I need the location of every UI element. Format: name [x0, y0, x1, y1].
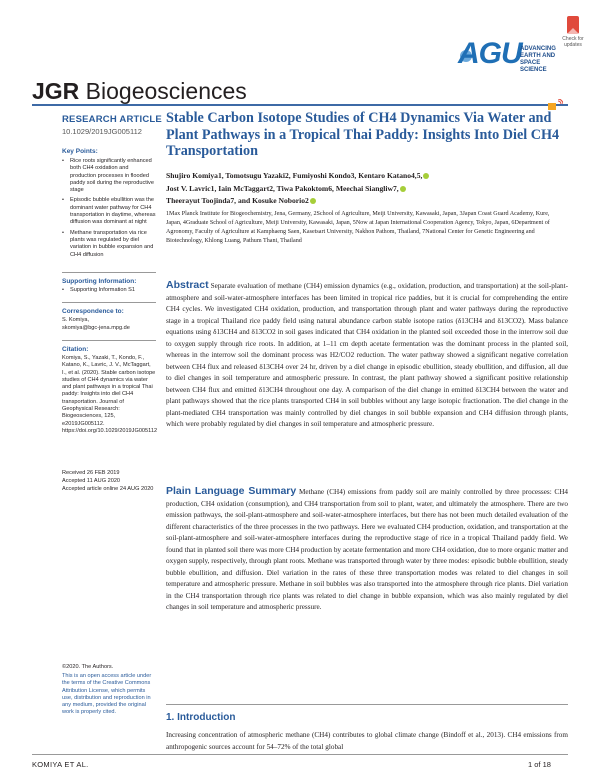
key-point: • Episodic bubble ebullition was the dominant water pathway for CH4 transportation in daytime, whereas diffusion was dominant at night [62, 197, 156, 226]
plain-language-summary-text: Methane (CH4) emissions from paddy soil are mainly controlled by three processes: CH4 production, CH4 oxidation (consumption), and CH4 transportation from soil to plant, water, and ultimately the atmosphere. There are two emission pathways, the soil-plant-atmosphere and soil-water-atmosphere interfaces, but there has not been much detailed evaluation of the different characteristics of the three processes in the two pathways. Here we evaluated CH4 production, oxidation, and transportation at the soil-plant-atmosphere and soil-water-atmosphere interfaces during the reproductive stage of rice in a tropical Thailand paddy field. We found that in planted soil there was more CH4 production by acetate fermentation and more CH4 oxidation, due to more organic matter and oxygen supply, respectively, through plant roots. Methane was transported through water by three modes: episodic bubble ebullition, steady bubble ebullition, and diffusion. Diel variation in the rates of these three transportation modes was related to diel changes in soil temperature and atmospheric pressure. Methane in soil bubbles was also transported into the atmosphere through rice plants. Diel variation in the CH4 transportation through rice plants was related to diel change in bubble expansion, which was also mainly regulated by diel changes in soil temperature and atmospheric pressure. [166, 488, 568, 611]
citation-text: Komiya, S., Yazaki, T., Kondo, F., Katano, K., Lavric, J. V., McTaggart, I., et al. (2020). Stable carbon isotope studies of CH4 dynamics via water and plant pathways in a tropical Thai paddy: Insights into diel CH4 transportation. Journal of Geophysical Research: Biogeosciences, 125, e2019JG005112. https://doi.org/10.1029/2019JG005112 [62, 355, 158, 434]
abstract-text: Separate evaluation of methane (CH4) emission dynamics (e.g., oxidation, production, and transportation) at the soil-plant-atmosphere and soil-water-atmosphere interfaces has been limited in tropical rice paddies, but it is crucial for comprehending the entire CH4 cycles. We investigated CH4 oxidation, production, and transportation through plant and water pathways during the reproductive stage in a tropical Thailand rice paddy field using natural abundance carbon stable isotope ratios (δ13CH4 and δ13CO2). Mass balance equations using δ13CH4 and δ13CO2 in soil gases indicated that CH4 oxidation in the planted soil exceeded those in the interrow soil due to oxygen supply through rice roots. In addition, at 1–11 cm depth acetate fermentation was the dominant process in the planted soil, whereas in the interrow soil the dominant process was H2/CO2 reduction. The water pathway showed a significant negative correlation between CH4 flux and released δ13CH4 over 24 hr, driven by a diel change in episodic ebullition, steady ebullition, and diffusion, all due to diel changes in soil temperature and atmospheric pressure. In contrast, the plant pathway showed a significant positive relationship between CH4 flux and emitted δ13CH4 throughout one day. A comparison of the diel change in emitted δ13CH4 between the water and plant pathways showed that the rice plants transported CH4 in soil bubbles without any large isotopic fractionation. The diel change in the plant-mediated CH4 transportation was mainly controlled by diel changes in soil bubble expansion and CH4 diffusion through plants, which were probably regulated by diel changes in soil temperature and atmospheric pressure. [166, 282, 569, 428]
key-point: • Methane transportation via rice plants was regulated by diel variation in bubble expansion and CH4 diffusion [62, 230, 156, 259]
orcid-icon[interactable] [310, 198, 316, 204]
section-divider [166, 704, 568, 705]
agu-logo-text: AGU [458, 37, 522, 70]
key-points-list [62, 158, 156, 262]
abstract-heading: Abstract [166, 279, 209, 291]
key-points-heading: Key Points: [62, 148, 98, 155]
agu-logo [458, 37, 556, 73]
side-divider [62, 302, 156, 303]
copyright: ©2020. The Authors. [62, 664, 114, 670]
introduction-text: Increasing concentration of atmospheric methane (CH4) contributes to global climate change (Bindoff et al., 2013). CH4 emissions from anthropogenic sources account for 54–72% of the total global [166, 731, 568, 751]
received-date: Received 26 FEB 2019 [62, 470, 120, 476]
abstract-section [166, 280, 568, 431]
journal-name-prefix: JGR [32, 78, 80, 104]
license-text[interactable]: This is an open access article under the terms of the Creative Commons Attribution License, which permits use, distribution and reproduction in any medium, provided the original work is properly cited. [62, 673, 152, 716]
supporting-info-heading: Supporting Information: [62, 278, 137, 285]
journal-title [32, 78, 247, 105]
citation-heading: Citation: [62, 346, 89, 353]
footer-authors: KOMIYA ET AL. [32, 760, 89, 769]
supporting-info-list [62, 287, 156, 297]
orcid-icon[interactable] [400, 186, 406, 192]
plain-language-summary-section [166, 486, 568, 614]
article-doi[interactable]: 10.1029/2019JG005112 [62, 127, 142, 136]
accepted-date: Accepted 11 AUG 2020 [62, 478, 121, 484]
header-rule [32, 104, 568, 106]
agu-logo-tagline: ADVANCING EARTH AND SPACE SCIENCE [520, 46, 556, 73]
affiliations: 1Max Planck Institute for Biogeochemistry, Jena, Germany, 2School of Agriculture, Meiji University, Kawasaki, Japan, 3Japan Coast Guard Academy, Kure, Japan, 4Graduate School of Agriculture, Meiji University, Kawasaki, Japan, 5Now at Japan International Cooperation Agency, Tokyo, Japan, 6Department of Agronomy, Faculty of Agriculture at Kamphaeng Saen, Kasetsart University, Nakhon Pathom, Thailand, 7National Center for Genetic Engineering and Biotechnology, Khlong Luang, Pathum Thani, Thailand [166, 211, 550, 245]
author-list [166, 170, 566, 208]
authors-line: Jost V. Lavric1, Iain McTaggart2, Tiwa Pakoktom6, Meechai Siangliw7, [166, 183, 566, 196]
plain-language-summary-heading: Plain Language Summary [166, 485, 297, 497]
authors-line: Theerayut Toojinda7, and Kosuke Noborio2 [166, 195, 566, 208]
authors-line: Shujiro Komiya1, Tomotsugu Yazaki2, Fumiyoshi Kondo3, Kentaro Katano4,5, [166, 170, 566, 183]
page-number: 1 of 18 [528, 760, 551, 769]
side-divider [62, 272, 156, 273]
open-access-icon [547, 98, 563, 110]
side-divider [62, 340, 156, 341]
journal-name-suffix: Biogeosciences [79, 78, 247, 104]
correspondence-heading: Correspondence to: [62, 308, 124, 315]
footer-rule [32, 754, 568, 755]
supporting-info-link[interactable]: • Supporting Information S1 [62, 287, 156, 294]
introduction-heading: 1. Introduction [166, 712, 236, 723]
correspondence-email[interactable]: skomiya@bgc-jena.mpg.de [62, 325, 130, 331]
accepted-online-date: Accepted article online 24 AUG 2020 [62, 486, 154, 492]
correspondence-name: S. Komiya, [62, 317, 90, 323]
orcid-icon[interactable] [423, 173, 429, 179]
check-updates-label: Check for updates [562, 36, 584, 48]
key-point: • Rice roots significantly enhanced both CH4 oxidation and production processes in flooded paddy soil during the reproductive stage [62, 158, 156, 194]
article-title: Stable Carbon Isotope Studies of CH4 Dynamics Via Water and Plant Pathways in a Tropical Thai Paddy: Insights Into Diel CH4 Transportation [166, 110, 560, 159]
check-for-updates-badge[interactable] [558, 14, 588, 52]
article-type: RESEARCH ARTICLE [62, 114, 162, 125]
